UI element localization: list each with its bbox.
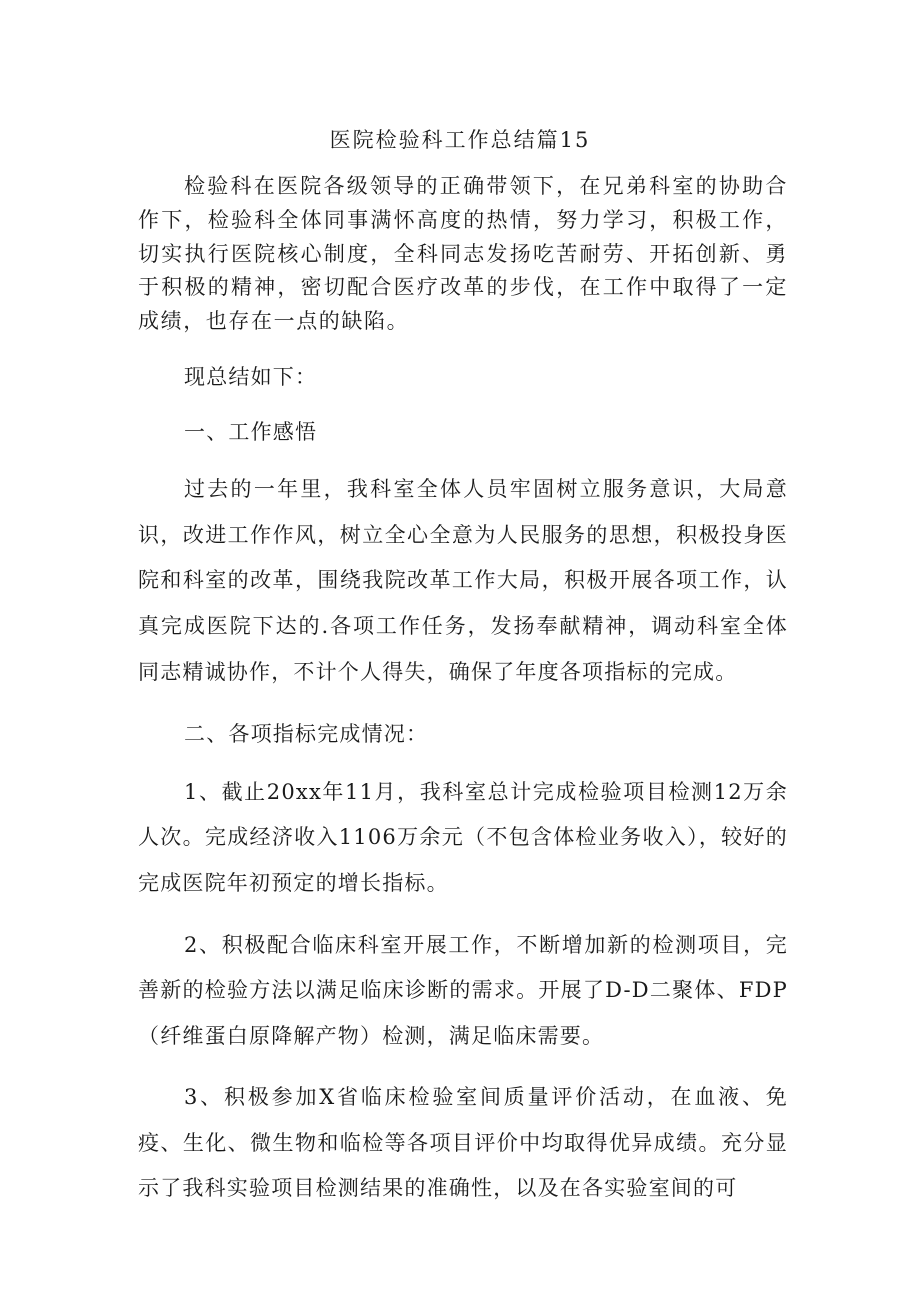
document-body <box>138 170 788 1212</box>
paragraph-indicator-1: 1、截止20xx年11月，我科室总计完成检验项目检测12万余人次。完成经济收入1106万余元（不包含体检业务收入），较好的完成医院年初预定的增长指标。 <box>138 779 788 895</box>
paragraph-indicator-3: 3、积极参加X省临床检验室间质量评价活动，在血液、免疫、生化、微生物和临检等各项目评价中均取得优异成绩。充分显示了我科实验项目检测结果的准确性，以及在各实验室间的可 <box>138 1085 788 1201</box>
paragraph-reflections: 过去的一年里，我科室全体人员牢固树立服务意识，大局意识，改进工作作风，树立全心全意为人民服务的思想，积极投身医院和科室的改革，围绕我院改革工作大局，积极开展各项工作，认真完成医院下达的.各项工作任务，发扬奉献精神，调动科室全体同志精诚协作，不计个人得失，确保了年度各项指标的完成。 <box>138 477 788 684</box>
document-title: 医院检验科工作总结篇15 <box>329 128 591 152</box>
section-heading-indicators: 二、各项指标完成情况： <box>184 722 429 747</box>
paragraph-summary-lead: 现总结如下： <box>184 364 318 389</box>
section-heading-reflections: 一、工作感悟 <box>184 419 318 444</box>
paragraph-indicator-2: 2、积极配合临床科室开展工作，不断增加新的检测项目，完善新的检验方法以满足临床诊断的需求。开展了D-D二聚体、FDP（纤维蛋白原降解产物）检测，满足临床需要。 <box>138 932 788 1048</box>
paragraph-intro: 检验科在医院各级领导的正确带领下，在兄弟科室的协助合作下，检验科全体同事满怀高度的热情，努力学习，积极工作，切实执行医院核心制度，全科同志发扬吃苦耐劳、开拓创新、勇于积极的精神，密切配合医疗改革的步伐，在工作中取得了一定成绩，也存在一点的缺陷。 <box>138 174 788 334</box>
